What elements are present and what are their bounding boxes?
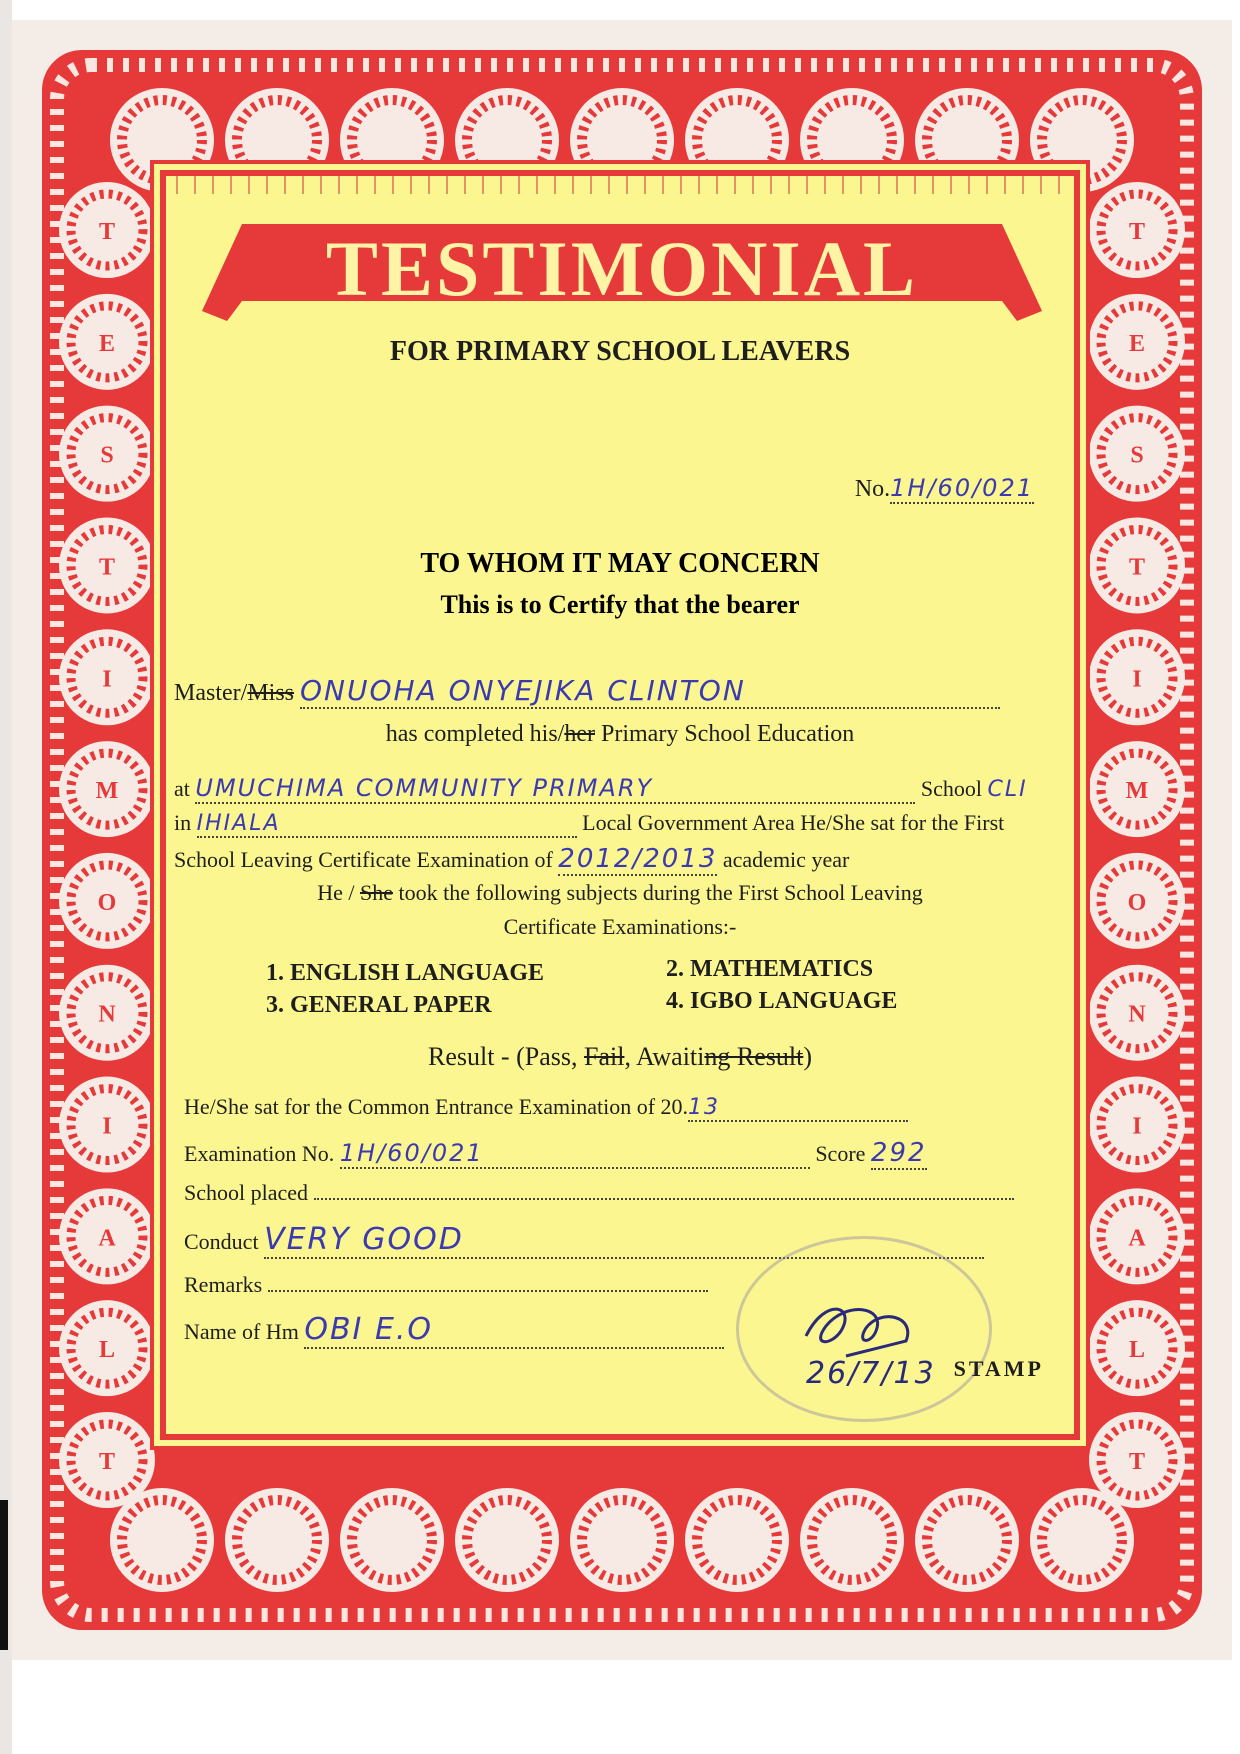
school-name: UMUCHIMA COMMUNITY PRIMARY [195,774,915,804]
border-letter: L [98,1337,116,1364]
border-letter: I [102,1113,112,1140]
completed-her: her [564,721,595,747]
lga-row [174,810,1004,838]
border-letter: T [98,219,116,245]
exam-year-row [174,844,849,876]
lga-value: IHIALA [197,811,577,838]
exam-no-value: 1H/60/021 [340,1139,810,1169]
number-label: No. [854,476,891,502]
border-letter: I [1132,1113,1142,1140]
border-letter: E [98,330,116,357]
result-row [166,1042,1074,1072]
school-label: School [920,776,983,801]
placed-label: School placed [184,1180,309,1205]
border-letter: E [1128,330,1146,357]
border-letter: I [1132,666,1142,693]
exam-no-row [184,1138,927,1170]
took-row-2: Certificate Examinations:- [503,914,737,939]
subject-4: 4. IGBO LANGUAGE [666,988,898,1014]
border-letter: A [98,1225,116,1252]
hm-value: OBI E.O [304,1312,724,1349]
subject-1: 1. ENGLISH LANGUAGE [266,960,545,986]
number-value: 1H/60/021 [890,474,1034,502]
result-fail: Fail [583,1042,625,1071]
hm-label: Name of Hm [184,1319,299,1344]
stamp-label: STAMP [953,1356,1044,1381]
name-row [174,674,1000,709]
school-row [174,774,1028,804]
border-letter: T [98,554,116,581]
remarks-value [268,1290,708,1292]
border-letter: S [1130,442,1144,469]
border-letter: T [1128,1449,1146,1475]
completed-text: has completed his/ [385,721,565,747]
subject-2: 2. MATHEMATICS [666,956,874,982]
placed-row [184,1180,1014,1206]
completed-text-end: Primary School Education [595,721,855,747]
result-awaiting: , Awaiti [624,1042,705,1071]
result-close: ) [803,1042,813,1071]
certificate-panel [160,170,1080,1440]
completed-row [166,721,1074,748]
border-letter: T [1128,219,1146,245]
border-letter: T [1128,554,1146,581]
conduct-label: Conduct [184,1229,259,1254]
conduct-value: VERY GOOD [264,1222,984,1259]
remarks-row [184,1272,708,1298]
border-letter: N [98,1001,116,1028]
score-value: 292 [870,1138,927,1168]
score-label: Score [815,1141,866,1166]
headmaster-row [184,1312,724,1349]
border-letter: A [1128,1225,1146,1252]
border-letter: I [102,666,112,693]
master-label: Master/ [174,680,248,706]
border-letter: S [100,442,114,469]
panel-tick-strip [166,176,1074,194]
lga-text: Local Government Area He/She sat for the First [582,810,1005,835]
took-row [166,880,1074,906]
subject-3: 3. GENERAL PAPER [266,992,492,1018]
border-letter: L [1128,1337,1146,1364]
border-letter: T [98,1449,116,1475]
result-struck: ng Result [704,1042,804,1071]
certificate-number [855,474,1034,504]
certificate-subtitle: FOR PRIMARY SCHOOL LEAVERS [389,336,851,367]
signature-date: 26/7/13 [806,1356,936,1391]
took-text: He / [317,880,360,905]
school-mark: CLI [987,777,1028,802]
exam-text: School Leaving Certificate Examination of [174,847,553,872]
border-letter: O [97,889,117,916]
exam-year: 2012/2013 [558,844,718,874]
result-text: Result - (Pass, [427,1042,584,1071]
border-letter: O [1127,889,1147,916]
remarks-label: Remarks [184,1272,263,1297]
border-letter: M [95,778,119,805]
certificate-title: TESTIMONIAL [325,225,919,312]
heading-concern: TO WHOM IT MAY CONCERN [420,548,820,579]
entrance-row [184,1094,908,1122]
entrance-text: He/She sat for the Common Entrance Examination of 20. [184,1094,689,1119]
academic-year-label: academic year [722,847,850,872]
exam-no-label: Examination No. [184,1141,335,1166]
student-name: ONUOHA ONYEJIKA CLINTON [300,674,1000,709]
took-text-end: took the following subjects during the First School Leaving [392,880,923,905]
in-label: in [174,810,192,835]
border-letter: M [1125,778,1149,805]
border-letter: N [1128,1001,1146,1028]
certificate-paper [12,20,1232,1660]
entrance-year: 13 [688,1095,908,1122]
took-she: She [359,880,393,905]
heading-certify: This is to Certify that the bearer [440,590,800,619]
miss-label: Miss [247,680,294,706]
scan-edge [0,0,12,1754]
scan-edge-mark [0,1500,8,1650]
placed-value [314,1198,1014,1200]
at-label: at [174,776,190,801]
